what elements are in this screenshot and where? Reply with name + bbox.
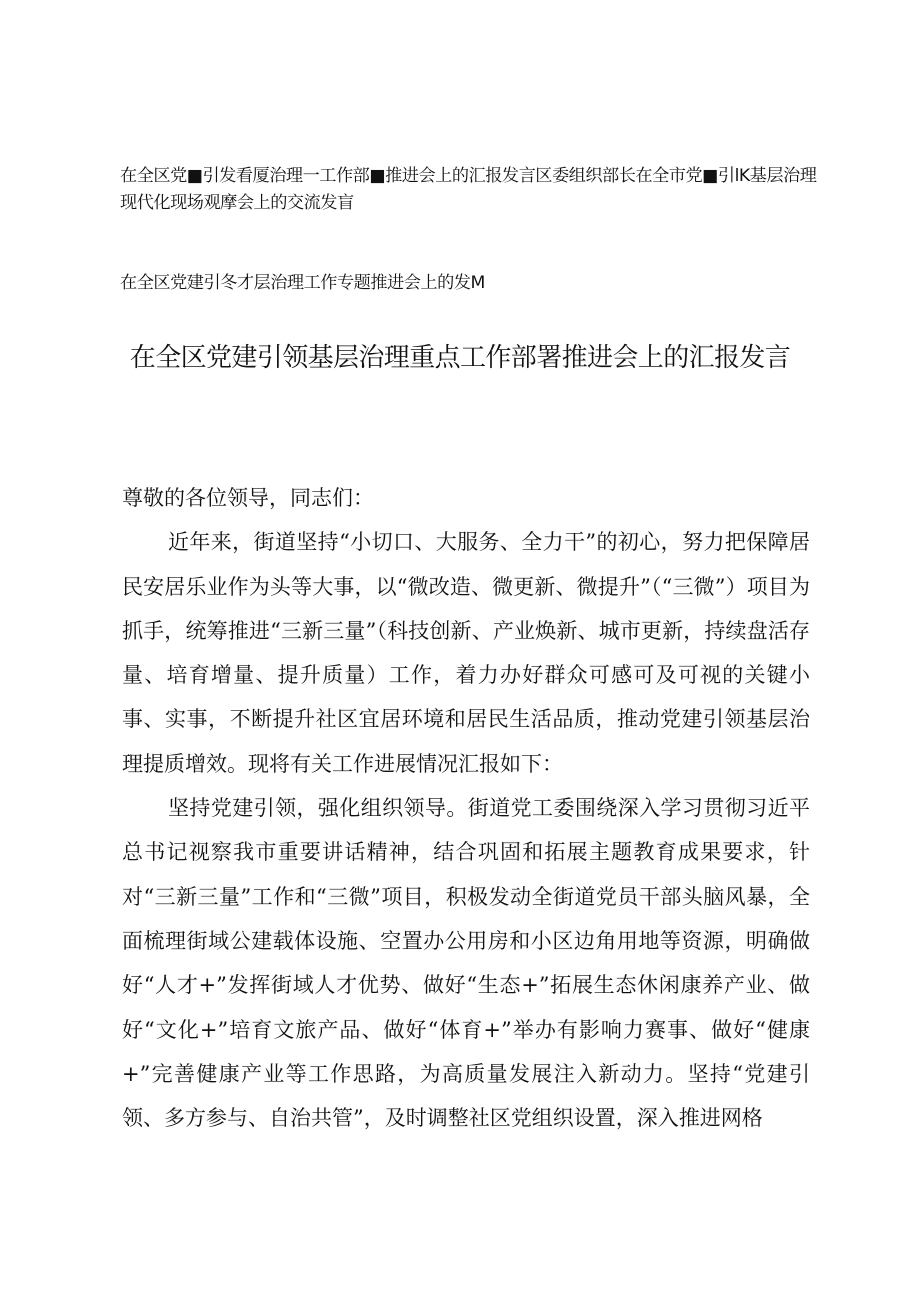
salutation: 尊敬的各位领导，同志们：	[122, 486, 374, 510]
paragraph-party-leadership: 坚持党建引领，强化组织领导。街道党工委围绕深入学习贯彻习近平总书记视察我市重要讲话精神，结合巩固和拓展主题教育成果要求，针对“三新三量”工作和“三微”项目，积极发动全街道党员干部头脑风暴，全面梳理街域公建载体设施、空置办公用房和小区边角用地等资源，明确做好“人才+”发挥街域人才优势、做好“生态+”拓展生态休闲康养产业、做好“文化+”培育文旅产品、做好“体育+”举办有影响力赛事、做好“健康+”完善健康产业等工作思路，为高质量发展注入新动力。坚持“党建引领、多方参与、自治共管”，及时调整社区党组织设置，深入推进网格	[122, 796, 810, 1131]
toc-item-2: 在全区党建引冬才层治理工作专题推进会上的发M	[120, 273, 485, 293]
table-of-contents	[120, 163, 830, 297]
document-title: 在全区党建引领基层治理重点工作部署推进会上的汇报发言	[129, 343, 791, 373]
document-body	[122, 476, 810, 1140]
paragraph-intro: 近年来，街道坚持“小切口、大服务、全力干”的初心，努力把保障居民安居乐业作为头等大事，以“微改造、微更新、微提升”（“三微”）项目为抓手，统筹推进“三新三量”（科技创新、产业焕新、城市更新，持续盘活存量、培育增量、提升质量）工作，着力办好群众可感可及可视的关键小事、实事，不断提升社区宜居环境和居民生活品质，推动党建引领基层治理提质增效。现将有关工作进展情况汇报如下：	[122, 530, 810, 776]
toc-item-1: 在全区党■引发看厦治理一工作部■推进会上的汇报发言区委组织部长在全市党■引lK基层治理现代化现场观摩会上的交流发盲	[120, 166, 817, 213]
